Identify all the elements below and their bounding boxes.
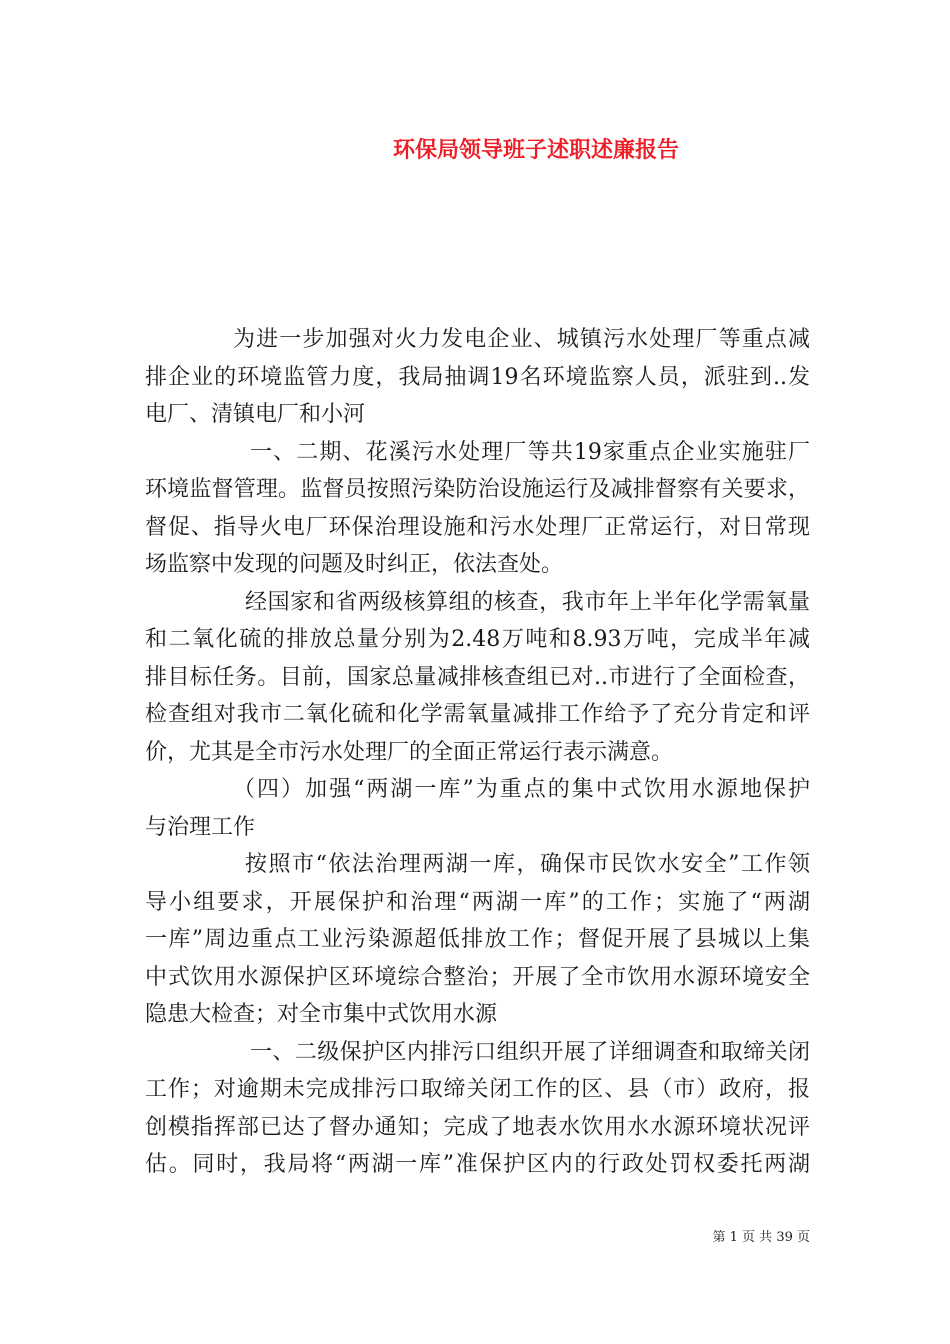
body-line: 按照市“依法治理两湖一库，确保市民饮水安全”工作领 (245, 852, 810, 877)
body-line: 一、二期、花溪污水处理厂等共19家重点企业实施驻厂 (250, 439, 810, 465)
paragraph-2 (145, 434, 810, 584)
body-line: 工作；对逾期未完成排污口取缔关闭工作的区、县（市）政府，报 (145, 1077, 810, 1102)
body-line: 排企业的环境监管力度，我局抽调19名环境监察人员，派驻到..发 (145, 364, 810, 390)
body-line: 一库”周边重点工业污染源超低排放工作；督促开展了县城以上集 (145, 927, 810, 952)
body-line: 场监察中发现的问题及时纠正，依法查处。 (145, 552, 564, 577)
body-line: 电厂、清镇电厂和小河 (145, 402, 366, 427)
body-line: 检查组对我市二氧化硫和化学需氧量减排工作给予了充分肯定和评 (145, 702, 810, 727)
body-line: 隐患大检查；对全市集中式饮用水源 (145, 1002, 498, 1027)
body-line: 排目标任务。目前，国家总量减排核查组已对..市进行了全面检查， (145, 664, 810, 690)
body-line: 中式饮用水源保护区环境综合整治；开展了全市饮用水源环境安全 (145, 964, 810, 990)
body-line: 估。同时，我局将“两湖一库”准保护区内的行政处罚权委托两湖 (145, 1152, 810, 1177)
body-line: 为进一步加强对火力发电企业、城镇污水处理厂等重点减 (233, 327, 810, 352)
body-line: 价，尤其是全市污水处理厂的全面正常运行表示满意。 (145, 739, 674, 765)
body-line: 和二氧化硫的排放总量分别为2.48万吨和8.93万吨，完成半年减 (145, 627, 810, 652)
document-title: 环保局领导班子述职述廉报告 (393, 137, 680, 163)
body-line: 督促、指导火电厂环保治理设施和污水处理厂正常运行，对日常现 (145, 514, 810, 540)
paragraph-1 (145, 321, 810, 434)
paragraph-3 (145, 584, 810, 772)
paragraph-6 (145, 1034, 810, 1184)
page-number-footer: 第 1 页 共 39 页 (712, 1230, 810, 1245)
body-line: 一、二级保护区内排污口组织开展了详细调查和取缔关闭 (250, 1039, 810, 1065)
body-line: 与治理工作 (145, 814, 256, 840)
body-line: （四）加强“两湖一库”为重点的集中式饮用水源地保护 (233, 777, 810, 802)
document-body (145, 321, 810, 1184)
paragraph-5 (145, 846, 810, 1034)
paragraph-4-heading (145, 771, 810, 846)
body-line: 创模指挥部已达了督办通知；完成了地表水饮用水水源环境状况评 (145, 1114, 810, 1140)
body-line: 环境监督管理。监督员按照污染防治设施运行及减排督察有关要求， (145, 477, 810, 502)
body-line: 经国家和省两级核算组的核查，我市年上半年化学需氧量 (245, 589, 810, 615)
body-line: 导小组要求，开展保护和治理“两湖一库”的工作；实施了“两湖 (145, 889, 810, 915)
